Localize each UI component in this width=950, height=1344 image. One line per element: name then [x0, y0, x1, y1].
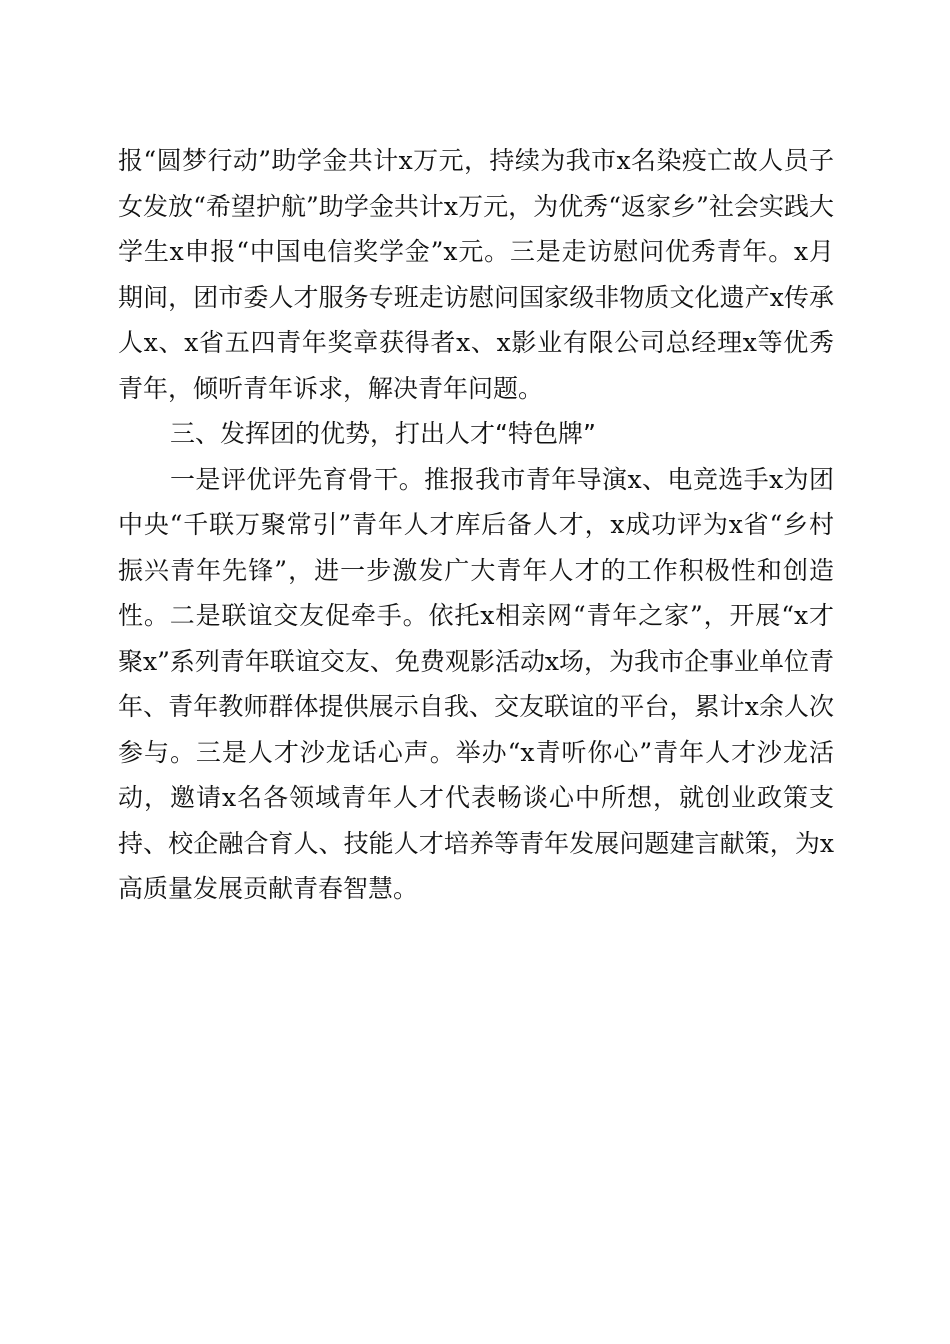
document-body — [118, 138, 834, 912]
section-heading: 三、发挥团的优势，打出人才“特色牌” — [170, 419, 596, 448]
body-paragraph-continued: 报“圆梦行动”助学金共计x万元，持续为我市x名染疫亡故人员子女发放“希望护航”助学金共计x万元，为优秀“返家乡”社会实践大学生x申报“中国电信奖学金”x元。三是走访慰问优秀青年。x月期间，团市委人才服务专班走访慰问国家级非物质文化遗产x传承人x、x省五四青年奖章获得者x、x影业有限公司总经理x等优秀青年，倾听青年诉求，解决青年问题。 — [118, 146, 834, 403]
body-paragraph: 一是评优评先育骨干。推报我市青年导演x、电竞选手x为团中央“千联万聚常引”青年人才库后备人才，x成功评为x省“乡村振兴青年先锋”，进一步激发广大青年人才的工作积极性和创造性。二是联谊交友促牵手。依托x相亲网“青年之家”，开展“x才聚x”系列青年联谊交友、免费观影活动x场，为我市企事业单位青年、青年教师群体提供展示自我、交友联谊的平台，累计x余人次参与。三是人才沙龙话心声。举办“x青听你心”青年人才沙龙活动，邀请x名各领域青年人才代表畅谈心中所想，就创业政策支持、校企融合育人、技能人才培养等青年发展问题建言献策，为x高质量发展贡献青春智慧。 — [118, 464, 834, 903]
